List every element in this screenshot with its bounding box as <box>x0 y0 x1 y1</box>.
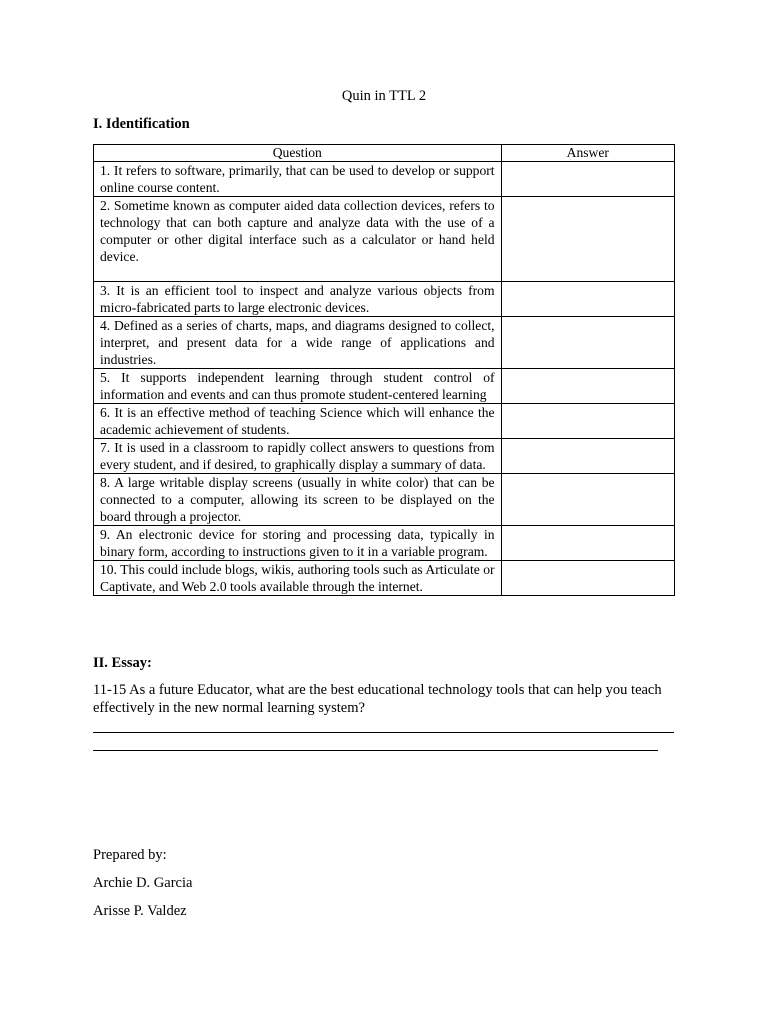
column-header-question: Question <box>94 145 502 162</box>
table-row <box>94 474 675 526</box>
author-name: Arisse P. Valdez <box>93 903 187 919</box>
page-title: Quin in TTL 2 <box>341 88 427 104</box>
table-row <box>94 162 675 197</box>
question-cell: 9. An electronic device for storing and processing data, typically in binary form, according to instructions given to it in a variable program. <box>94 526 502 561</box>
question-cell: 8. A large writable display screens (usually in white color) that can be connected to a computer, allowing its screen to be displayed on the board through a projector. <box>94 474 502 526</box>
question-cell: 3. It is an efficient tool to inspect and analyze various objects from micro-fabricated parts to large electronic devices. <box>94 282 502 317</box>
answer-cell[interactable] <box>501 162 674 197</box>
answer-cell[interactable] <box>501 474 674 526</box>
question-cell: 2. Sometime known as computer aided data collection devices, refers to technology that can both capture and analyze data with the use of a computer or other digital interface such as a calculator or hand held device. <box>94 197 502 282</box>
column-header-answer: Answer <box>501 145 674 162</box>
answer-cell[interactable] <box>501 439 674 474</box>
table-row <box>94 369 675 404</box>
table-row <box>94 439 675 474</box>
prepared-by-label: Prepared by: <box>93 847 167 863</box>
section-heading-identification: I. Identification <box>93 116 190 132</box>
section-heading-essay: II. Essay: <box>93 655 152 671</box>
question-cell: 7. It is used in a classroom to rapidly collect answers to questions from every student, and if desired, to graphically display a summary of data. <box>94 439 502 474</box>
answer-line[interactable] <box>93 732 674 733</box>
answer-cell[interactable] <box>501 369 674 404</box>
question-cell: 10. This could include blogs, wikis, authoring tools such as Articulate or Captivate, and Web 2.0 tools available through the internet. <box>94 561 502 596</box>
answer-cell[interactable] <box>501 317 674 369</box>
question-cell: 6. It is an effective method of teaching Science which will enhance the academic achievement of students. <box>94 404 502 439</box>
table-row <box>94 404 675 439</box>
answer-cell[interactable] <box>501 561 674 596</box>
table-row <box>94 197 675 282</box>
question-cell: 5. It supports independent learning through student control of information and events and can thus promote student-centered learning <box>94 369 502 404</box>
answer-cell[interactable] <box>501 282 674 317</box>
table-row <box>94 282 675 317</box>
question-cell: 1. It refers to software, primarily, that can be used to develop or support online course content. <box>94 162 502 197</box>
table-row <box>94 317 675 369</box>
question-cell: 4. Defined as a series of charts, maps, and diagrams designed to collect, interpret, and present data for a wide range of applications and industries. <box>94 317 502 369</box>
table-header-row <box>94 145 675 162</box>
identification-table <box>93 144 675 596</box>
answer-cell[interactable] <box>501 197 674 282</box>
table-row <box>94 526 675 561</box>
author-name: Archie D. Garcia <box>93 875 193 891</box>
answer-cell[interactable] <box>501 526 674 561</box>
answer-cell[interactable] <box>501 404 674 439</box>
answer-line[interactable] <box>93 750 658 751</box>
essay-prompt: 11-15 As a future Educator, what are the best educational technology tools that can help you teach effectively in the new normal learning system? <box>93 682 662 716</box>
table-row <box>94 561 675 596</box>
